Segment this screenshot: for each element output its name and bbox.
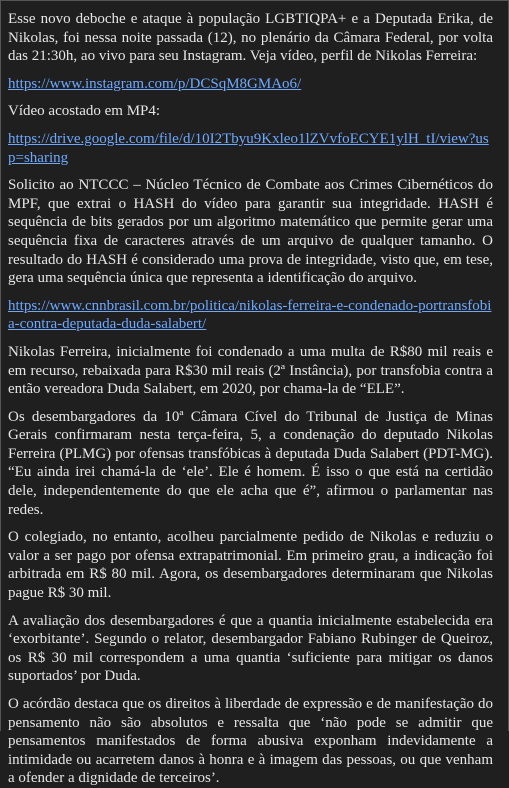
paragraph-reduction: O colegiado, no entanto, acolheu parcialmente pedido de Nikolas e reduziu o valor a ser pago por ofensa extrapatrimonial. Em primeiro grau, a indicação foi arbitrada em R$ 80 mil. Agora, os desembargadores determinaram que Nikolas pague R$ 30 mil. — [8, 529, 493, 602]
paragraph-intro: Esse novo deboche e ataque à população LGBTIQPA+ e a Deputada Erika, de Nikolas, foi nessa noite passada (12), no plenário da Câmara Federal, por volta das 21:30h, ao vivo para seu Instagram. Veja vídeo, perfil de Nikolas Ferreira: — [8, 11, 493, 65]
paragraph-video-label: Vídeo acostado em MP4: — [8, 103, 161, 120]
paragraph-evaluation: A avaliação dos desembargadores é que a quantia inicialmente estabelecida era ‘exorbitante’. Segundo o relator, desembargador Fabiano Rubinger de Queiroz, os R$ 30 mil correspondem a uma quantia ‘suficiente para mitigar os danos suportados’ por Duda. — [8, 612, 493, 685]
instagram-link[interactable]: https://www.instagram.com/p/DCSqM8GMAo6/ — [8, 75, 302, 92]
drive-link[interactable]: https://drive.google.com/file/d/10I2Tbyu9Kxleo1lZVvfoECYE1ylH_tI/view?usp=sharing — [8, 130, 489, 166]
paragraph-conviction: Nikolas Ferreira, inicialmente foi condenado a uma multa de R$80 mil reais e em recurso, rebaixada para R$30 mil reais (2ª Instância), por transfobia contra a então vereadora Duda Salabert, em 2020, por chama-la de “ELE”. — [8, 343, 493, 398]
cnn-link[interactable]: https://www.cnnbrasil.com.br/politica/nikolas-ferreira-e-condenado-portransfobia-contra-deputada-duda-salabert/ — [8, 297, 492, 333]
paragraph-hash-request: Solicito ao NTCCC – Núcleo Técnico de Combate aos Crimes Cibernéticos do MPF, que extrai o HASH do vídeo para garantir sua integridade. HASH é sequência de bits gerados por um algoritmo matemático que permite gerar uma sequência fixa de caracteres através de um arquivo de qualquer tamanho. O resultado do HASH é considerado uma prova de integridade, visto que, em tese, gera uma sequência única que representa a identificação do arquivo. — [8, 177, 493, 287]
paragraph-ruling: O acórdão destaca que os direitos à liberdade de expressão e de manifestação do pensamento não são absolutos e ressalta que ‘não pode se admitir que pensamentos manifestados de forma abusiva exponham indevidamente a intimidade ou acarretem danos à honra e à imagem das pessoas, ou que venham a ofender a dignidade de terceiros’. — [8, 696, 493, 787]
paragraph-court-decision: Os desembargadores da 10ª Câmara Cível do Tribunal de Justiça de Minas Gerais confirmaram nesta terça-feira, 5, a condenação do deputado Nikolas Ferreira (PLMG) por ofensas transfóbicas à deputada Duda Salabert (PDT-MG). “Eu ainda irei chamá-la de ‘ele’. Ele é homem. É isso o que está na certidão dele, independentemente do que ele acha que é”, afirmou o parlamentar nas redes. — [8, 408, 493, 518]
